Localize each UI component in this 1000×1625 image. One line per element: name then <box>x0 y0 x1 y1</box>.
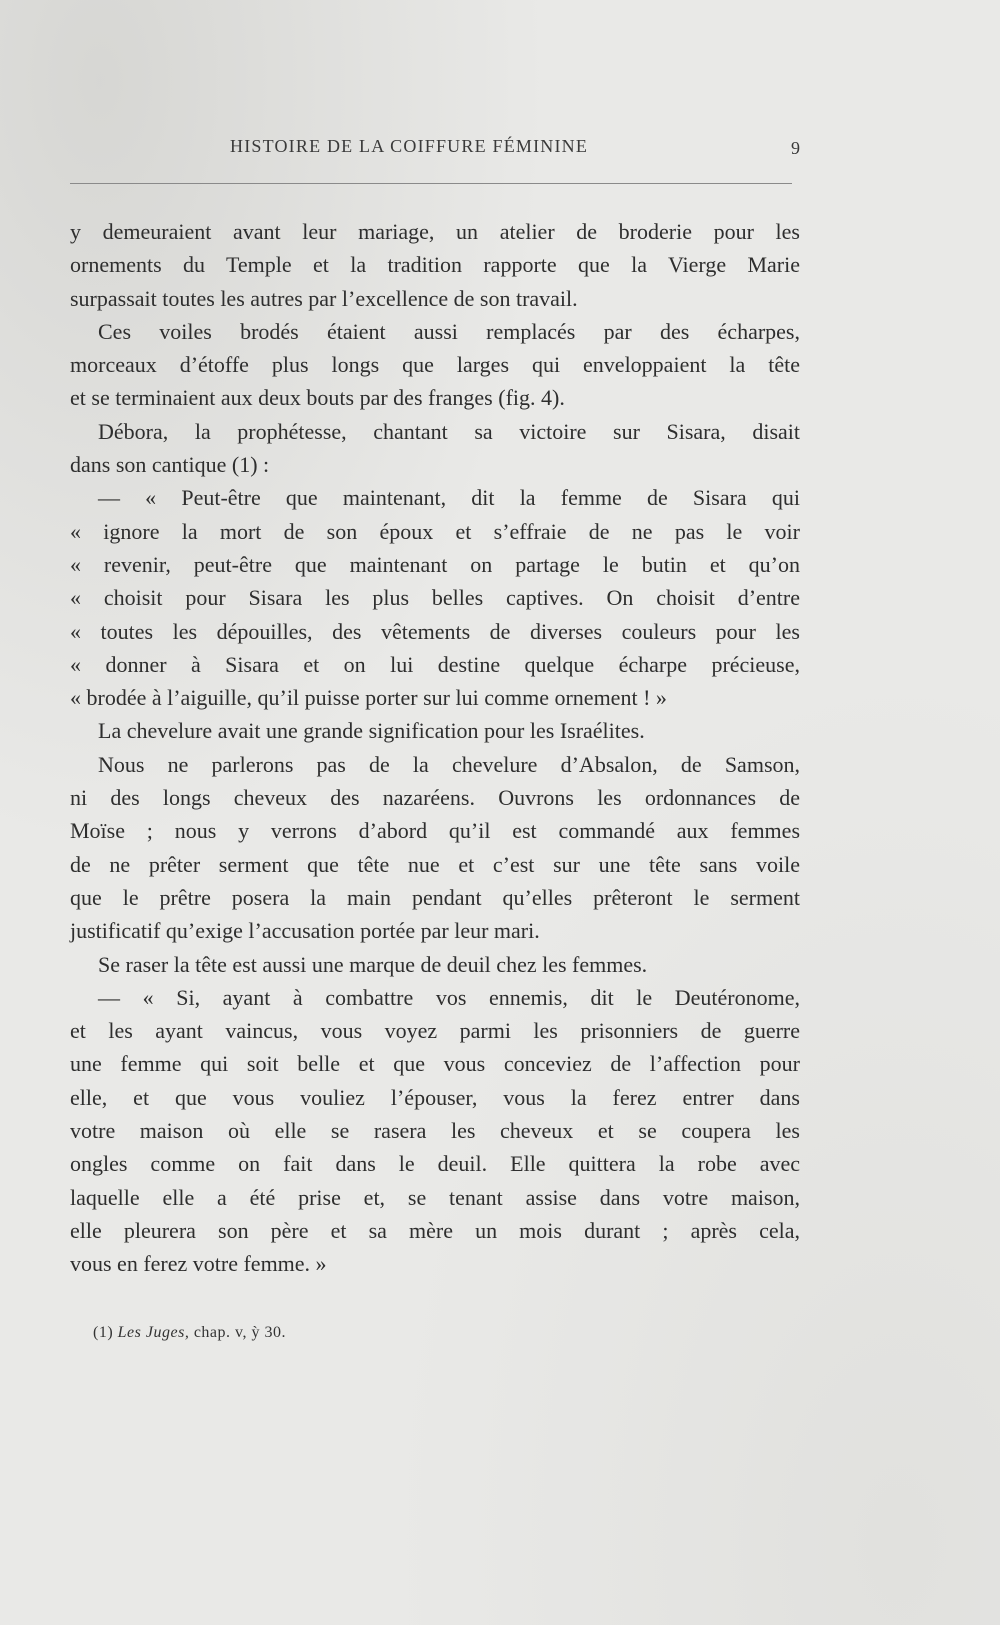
footnote <box>93 1324 286 1342</box>
text-line: une femme qui soit belle et que vous conceviez de l’affection pour <box>70 1051 800 1077</box>
text-line: ornements du Temple et la tradition rapporte que la Vierge Marie <box>70 252 800 278</box>
text-line: surpassait toutes les autres par l’excellence de son travail. <box>70 285 578 311</box>
text-line: vous en ferez votre femme. » <box>70 1251 327 1277</box>
text-line: y demeuraient avant leur mariage, un atelier de broderie pour les <box>70 219 800 244</box>
text-line: que le prêtre posera la main pendant qu’elles prêteront le serment <box>70 884 800 910</box>
text-line: et les ayant vaincus, vous voyez parmi les prisonniers de guerre <box>70 1018 800 1044</box>
text-line: elle, et que vous vouliez l’épouser, vous la ferez entrer dans <box>70 1084 800 1110</box>
footnote-marker: (1) <box>93 1324 114 1341</box>
text-line: dans son cantique (1) : <box>70 452 270 478</box>
text-line: « brodée à l’aiguille, qu’il puisse porter sur lui comme ornement ! » <box>70 685 667 711</box>
text-line: — « Si, ayant à combattre vos ennemis, dit le Deutéronome, <box>98 984 800 1010</box>
text-line: votre maison où elle se rasera les cheveux et se coupera les <box>70 1118 800 1144</box>
footnote-source-title: Les Juges, <box>117 1324 190 1341</box>
text-line: ni des longs cheveux des nazaréens. Ouvrons les ordonnances de <box>70 785 800 811</box>
page-header <box>70 136 800 166</box>
text-line: et se terminaient aux deux bouts par des franges (fig. 4). <box>70 385 565 411</box>
text-line: « choisit pour Sisara les plus belles captives. On choisit d’entre <box>70 585 800 611</box>
text-line: Ces voiles brodés étaient aussi remplacés par des écharpes, <box>98 318 800 344</box>
page-number: 9 <box>791 138 800 158</box>
text-line: — « Peut-être que maintenant, dit la femme de Sisara qui <box>98 485 800 511</box>
footnote-reference: chap. v, ỳ 30. <box>193 1324 286 1341</box>
text-line: « ignore la mort de son époux et s’effraie de ne pas le voir <box>70 518 800 544</box>
text-line: ongles comme on fait dans le deuil. Elle quittera la robe avec <box>70 1151 800 1177</box>
text-line: elle pleurera son père et sa mère un mois durant ; après cela, <box>70 1217 800 1243</box>
text-line: Débora, la prophétesse, chantant sa victoire sur Sisara, disait <box>98 418 800 444</box>
text-line: laquelle elle a été prise et, se tenant assise dans votre maison, <box>70 1184 800 1210</box>
text-line: « toutes les dépouilles, des vêtements de diverses couleurs pour les <box>70 618 800 644</box>
text-line: justificatif qu’exige l’accusation portée par leur mari. <box>70 918 540 944</box>
header-rule <box>70 183 792 184</box>
text-line: morceaux d’étoffe plus longs que larges qui enveloppaient la tête <box>70 352 800 378</box>
body-text <box>70 215 800 1281</box>
text-line: Se raser la tête est aussi une marque de deuil chez les femmes. <box>98 951 648 977</box>
text-line: La chevelure avait une grande signification pour les Israélites. <box>98 718 645 744</box>
text-line: « donner à Sisara et on lui destine quelque écharpe précieuse, <box>70 651 800 677</box>
text-line: Moïse ; nous y verrons d’abord qu’il est commandé aux femmes <box>70 818 800 844</box>
text-line: « revenir, peut-être que maintenant on partage le butin et qu’on <box>70 551 800 577</box>
running-title: HISTOIRE DE LA COIFFURE FÉMININE <box>230 136 589 156</box>
text-line: Nous ne parlerons pas de la chevelure d’Absalon, de Samson, <box>98 751 800 777</box>
text-line: de ne prêter serment que tête nue et c’est sur une tête sans voile <box>70 851 800 877</box>
